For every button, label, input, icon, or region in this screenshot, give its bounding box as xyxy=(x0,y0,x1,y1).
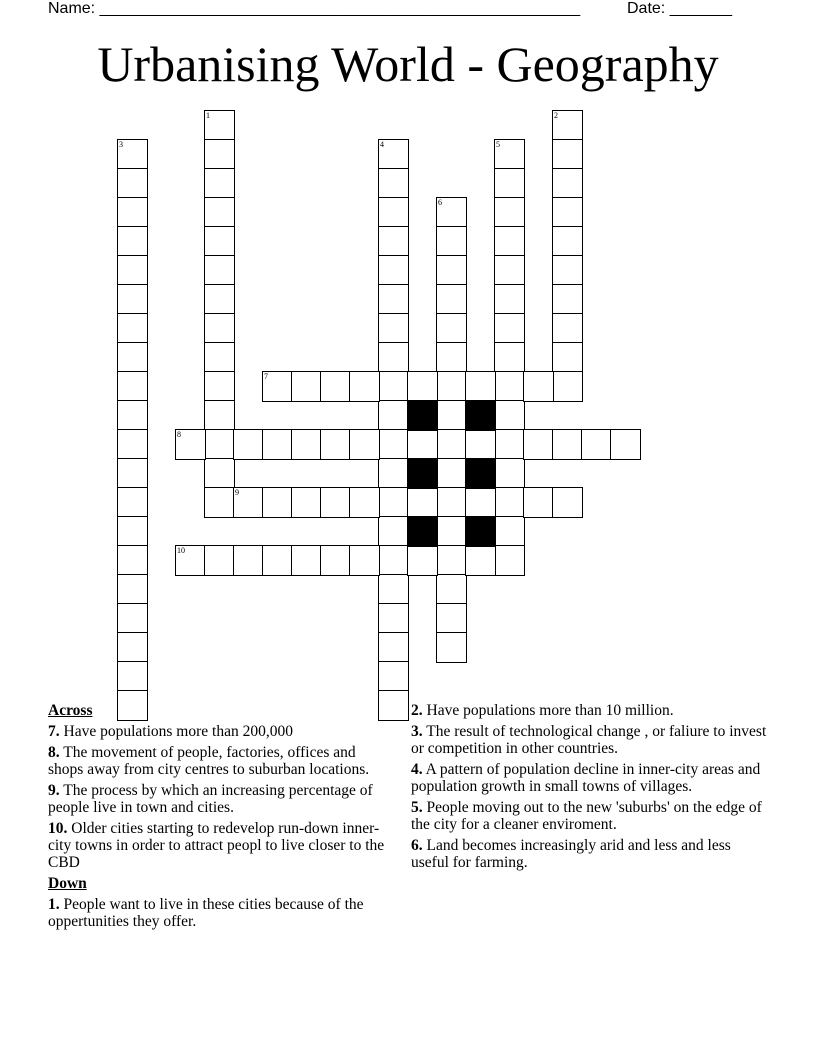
grid-cell[interactable] xyxy=(117,226,148,257)
clue-number: 10. xyxy=(48,820,68,837)
clue-number: 1. xyxy=(48,896,60,913)
grid-cell[interactable] xyxy=(349,545,380,576)
grid-cell[interactable] xyxy=(262,371,293,402)
clue-number: 5. xyxy=(411,799,423,816)
grid-cell[interactable] xyxy=(349,371,380,402)
grid-cell[interactable] xyxy=(204,139,235,170)
grid-cell[interactable] xyxy=(349,429,380,460)
grid-cell[interactable] xyxy=(407,487,438,518)
black-cell xyxy=(465,458,496,489)
cell-number: 1 xyxy=(206,111,210,120)
clue-across-8 xyxy=(48,744,388,778)
grid-cell[interactable] xyxy=(204,313,235,344)
header xyxy=(0,0,816,22)
grid-cell[interactable] xyxy=(436,429,467,460)
clue-down-4 xyxy=(411,761,771,795)
grid-cell[interactable] xyxy=(262,429,293,460)
grid-cell[interactable] xyxy=(494,168,525,199)
grid-cell[interactable] xyxy=(204,429,235,460)
grid-cell[interactable] xyxy=(552,226,583,257)
grid-cell[interactable] xyxy=(117,487,148,518)
clue-down-6 xyxy=(411,837,771,871)
grid-cell[interactable] xyxy=(378,545,409,576)
grid-cell[interactable] xyxy=(378,342,409,373)
grid-cell[interactable] xyxy=(233,429,264,460)
grid-cell[interactable] xyxy=(204,545,235,576)
grid-cell[interactable] xyxy=(378,661,409,692)
grid-cell[interactable] xyxy=(523,429,554,460)
grid-cell[interactable] xyxy=(117,197,148,228)
grid-cell[interactable] xyxy=(610,429,641,460)
down-heading: Down xyxy=(48,875,87,892)
grid-cell[interactable] xyxy=(175,545,206,576)
grid-cell[interactable] xyxy=(378,226,409,257)
clue-number: 9. xyxy=(48,782,60,799)
grid-cell[interactable] xyxy=(117,661,148,692)
grid-cell[interactable] xyxy=(552,139,583,170)
grid-cell[interactable] xyxy=(378,458,409,489)
grid-cell[interactable] xyxy=(320,371,351,402)
black-cell xyxy=(407,516,438,547)
clue-number: 6. xyxy=(411,837,423,854)
clue-text: The process by which an increasing percentage of people live in town and cities. xyxy=(48,782,373,816)
clue-text: People moving out to the new 'suburbs' on the edge of the city for a cleaner enviroment. xyxy=(411,799,762,833)
across-heading: Across xyxy=(48,702,93,719)
grid-cell[interactable] xyxy=(233,487,264,518)
grid-cell[interactable] xyxy=(494,255,525,286)
clue-number: 7. xyxy=(48,723,60,740)
grid-cell[interactable] xyxy=(378,371,409,402)
grid-cell[interactable] xyxy=(552,313,583,344)
grid-cell[interactable] xyxy=(436,516,467,547)
grid-cell[interactable] xyxy=(436,371,467,402)
grid-cell[interactable] xyxy=(494,313,525,344)
grid-cell[interactable] xyxy=(204,168,235,199)
grid-cell[interactable] xyxy=(378,574,409,605)
grid-cell[interactable] xyxy=(494,342,525,373)
grid-cell[interactable] xyxy=(552,371,583,402)
grid-cell[interactable] xyxy=(117,458,148,489)
clue-text: Land becomes increasingly arid and less and less useful for farming. xyxy=(411,837,731,871)
grid-cell[interactable] xyxy=(552,429,583,460)
grid-cell[interactable] xyxy=(494,139,525,170)
grid-cell[interactable] xyxy=(552,110,583,141)
grid-cell[interactable] xyxy=(262,545,293,576)
grid-cell[interactable] xyxy=(436,632,467,663)
grid-cell[interactable] xyxy=(117,603,148,634)
grid-cell[interactable] xyxy=(204,284,235,315)
clue-number: 3. xyxy=(411,723,423,740)
cell-number: 10 xyxy=(177,546,185,555)
grid-cell[interactable] xyxy=(117,313,148,344)
grid-cell[interactable] xyxy=(494,429,525,460)
grid-cell[interactable] xyxy=(581,429,612,460)
date-line[interactable]: Date: _______ xyxy=(627,0,732,17)
cell-number: 5 xyxy=(496,140,500,149)
grid-cell[interactable] xyxy=(291,545,322,576)
grid-cell[interactable] xyxy=(117,342,148,373)
grid-cell[interactable] xyxy=(378,429,409,460)
grid-cell[interactable] xyxy=(494,458,525,489)
grid-cell[interactable] xyxy=(436,574,467,605)
grid-cell[interactable] xyxy=(378,284,409,315)
grid-cell[interactable] xyxy=(523,487,554,518)
grid-cell[interactable] xyxy=(204,371,235,402)
grid-cell[interactable] xyxy=(494,197,525,228)
clue-across-7 xyxy=(48,723,388,740)
grid-cell[interactable] xyxy=(494,487,525,518)
grid-cell[interactable] xyxy=(436,342,467,373)
grid-cell[interactable] xyxy=(320,487,351,518)
grid-cell[interactable] xyxy=(204,110,235,141)
black-cell xyxy=(407,400,438,431)
grid-cell[interactable] xyxy=(291,487,322,518)
grid-cell[interactable] xyxy=(204,197,235,228)
grid-cell[interactable] xyxy=(204,255,235,286)
grid-cell[interactable] xyxy=(465,487,496,518)
grid-cell[interactable] xyxy=(378,632,409,663)
clue-number: 8. xyxy=(48,744,60,761)
clue-across-10 xyxy=(48,820,388,871)
grid-cell[interactable] xyxy=(494,545,525,576)
grid-cell[interactable] xyxy=(436,458,467,489)
grid-cell[interactable] xyxy=(233,545,264,576)
grid-cell[interactable] xyxy=(291,371,322,402)
clue-down-1 xyxy=(48,896,388,930)
black-cell xyxy=(407,458,438,489)
clue-down-3 xyxy=(411,723,771,757)
clues-left-column xyxy=(48,702,388,934)
grid-cell[interactable] xyxy=(436,313,467,344)
grid-cell[interactable] xyxy=(552,342,583,373)
grid-cell[interactable] xyxy=(552,168,583,199)
grid-cell[interactable] xyxy=(436,284,467,315)
grid-cell[interactable] xyxy=(436,226,467,257)
cell-number: 3 xyxy=(119,140,123,149)
grid-cell[interactable] xyxy=(494,400,525,431)
black-cell xyxy=(465,400,496,431)
clue-text: Have populations more than 200,000 xyxy=(63,723,293,740)
grid-cell[interactable] xyxy=(204,487,235,518)
grid-cell[interactable] xyxy=(204,400,235,431)
grid-cell[interactable] xyxy=(204,458,235,489)
grid-cell[interactable] xyxy=(117,632,148,663)
grid-cell[interactable] xyxy=(465,371,496,402)
grid-cell[interactable] xyxy=(494,516,525,547)
grid-cell[interactable] xyxy=(320,429,351,460)
grid-cell[interactable] xyxy=(378,603,409,634)
clue-text: People want to live in these cities because of the oppertunities they offer. xyxy=(48,896,364,930)
grid-cell[interactable] xyxy=(436,255,467,286)
grid-cell[interactable] xyxy=(378,197,409,228)
grid-cell[interactable] xyxy=(407,371,438,402)
cell-number: 9 xyxy=(235,488,239,497)
clue-number: 2. xyxy=(411,702,423,719)
clue-text: A pattern of population decline in inner-city areas and population growth in small towns of villages. xyxy=(411,761,761,795)
clue-down-2 xyxy=(411,702,771,719)
grid-cell[interactable] xyxy=(494,226,525,257)
grid-cell[interactable] xyxy=(117,400,148,431)
clue-text: The result of technological change , or faliure to invest or competition in other countries. xyxy=(411,723,767,757)
grid-cell[interactable] xyxy=(378,487,409,518)
cell-number: 6 xyxy=(438,198,442,207)
grid-cell[interactable] xyxy=(291,429,322,460)
cell-number: 8 xyxy=(177,430,181,439)
clues-right-column xyxy=(411,702,771,875)
grid-cell[interactable] xyxy=(117,139,148,170)
grid-cell[interactable] xyxy=(552,487,583,518)
grid-cell[interactable] xyxy=(262,487,293,518)
grid-cell[interactable] xyxy=(117,545,148,576)
black-cell xyxy=(465,516,496,547)
grid-cell[interactable] xyxy=(204,226,235,257)
grid-cell[interactable] xyxy=(436,545,467,576)
grid-cell[interactable] xyxy=(117,371,148,402)
clue-text: Older cities starting to redevelop run-down inner-city towns in order to attract peopl to live closer to the CBD xyxy=(48,820,385,871)
grid-cell[interactable] xyxy=(407,545,438,576)
page-title: Urbanising World - Geography xyxy=(97,36,719,92)
cell-number: 2 xyxy=(554,111,558,120)
grid-cell[interactable] xyxy=(523,371,554,402)
clue-text: Have populations more than 10 million. xyxy=(426,702,674,719)
clue-text: The movement of people, factories, offices and shops away from city centres to suburban locations. xyxy=(48,744,370,778)
grid-cell[interactable] xyxy=(436,400,467,431)
grid-cell[interactable] xyxy=(378,255,409,286)
grid-cell[interactable] xyxy=(552,284,583,315)
clue-number: 4. xyxy=(411,761,423,778)
grid-cell[interactable] xyxy=(494,284,525,315)
grid-cell[interactable] xyxy=(552,197,583,228)
grid-cell[interactable] xyxy=(349,487,380,518)
grid-cell[interactable] xyxy=(117,168,148,199)
name-line[interactable]: Name: ______________________________________________________ xyxy=(48,0,581,17)
grid-cell[interactable] xyxy=(436,603,467,634)
grid-cell[interactable] xyxy=(552,255,583,286)
cell-number: 7 xyxy=(264,372,268,381)
grid-cell[interactable] xyxy=(320,545,351,576)
grid-cell[interactable] xyxy=(378,139,409,170)
grid-cell[interactable] xyxy=(378,516,409,547)
cell-number: 4 xyxy=(380,140,384,149)
grid-cell[interactable] xyxy=(407,429,438,460)
grid-cell[interactable] xyxy=(117,429,148,460)
grid-cell[interactable] xyxy=(465,545,496,576)
grid-cell[interactable] xyxy=(378,400,409,431)
grid-cell[interactable] xyxy=(436,197,467,228)
grid-cell[interactable] xyxy=(117,574,148,605)
clue-down-5 xyxy=(411,799,771,833)
grid-cell[interactable] xyxy=(465,429,496,460)
grid-cell[interactable] xyxy=(494,371,525,402)
grid-cell[interactable] xyxy=(117,516,148,547)
clue-across-9 xyxy=(48,782,388,816)
grid-cell[interactable] xyxy=(117,284,148,315)
grid-cell[interactable] xyxy=(117,255,148,286)
grid-cell[interactable] xyxy=(436,487,467,518)
grid-cell[interactable] xyxy=(378,168,409,199)
grid-cell[interactable] xyxy=(204,342,235,373)
grid-cell[interactable] xyxy=(378,313,409,344)
grid-cell[interactable] xyxy=(175,429,206,460)
